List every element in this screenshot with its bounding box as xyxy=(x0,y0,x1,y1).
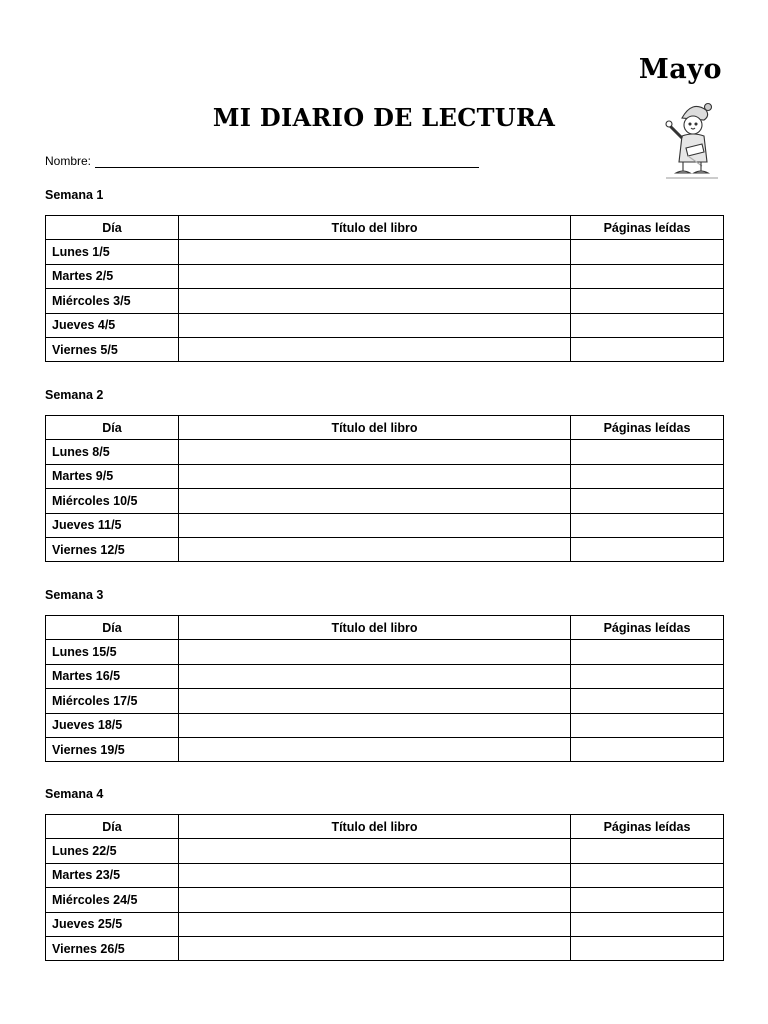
table-row xyxy=(46,664,724,688)
reading-log-table xyxy=(45,215,724,362)
table-header-row xyxy=(46,216,724,240)
pages-read-cell[interactable] xyxy=(571,464,724,488)
book-title-cell[interactable] xyxy=(179,537,571,561)
table-row xyxy=(46,537,724,561)
day-cell: Viernes 5/5 xyxy=(46,337,179,361)
table-row xyxy=(46,737,724,761)
page-title: MI DIARIO DE LECTURA xyxy=(212,103,556,132)
header-book-title: Título del libro xyxy=(179,616,571,640)
pages-read-cell[interactable] xyxy=(571,337,724,361)
book-title-cell[interactable] xyxy=(179,240,571,264)
pages-read-cell[interactable] xyxy=(571,839,724,863)
book-title-cell[interactable] xyxy=(179,513,571,537)
book-title-cell[interactable] xyxy=(179,737,571,761)
table-row xyxy=(46,863,724,887)
book-title-cell[interactable] xyxy=(179,440,571,464)
book-title-cell[interactable] xyxy=(179,264,571,288)
book-title-cell[interactable] xyxy=(179,313,571,337)
reading-log-table xyxy=(45,415,724,562)
pages-read-cell[interactable] xyxy=(571,537,724,561)
day-cell: Viernes 26/5 xyxy=(46,936,179,960)
pages-read-cell[interactable] xyxy=(571,489,724,513)
table-row xyxy=(46,513,724,537)
header-pages-read: Páginas leídas xyxy=(571,815,724,839)
header-day: Día xyxy=(46,216,179,240)
header-book-title: Título del libro xyxy=(179,815,571,839)
day-cell: Martes 2/5 xyxy=(46,264,179,288)
book-title-cell[interactable] xyxy=(179,289,571,313)
pages-read-cell[interactable] xyxy=(571,863,724,887)
day-cell: Martes 9/5 xyxy=(46,464,179,488)
header-book-title: Título del libro xyxy=(179,216,571,240)
reading-log-table xyxy=(45,615,724,762)
day-cell: Jueves 11/5 xyxy=(46,513,179,537)
table-row xyxy=(46,640,724,664)
pages-read-cell[interactable] xyxy=(571,440,724,464)
day-cell: Miércoles 3/5 xyxy=(46,289,179,313)
day-cell: Jueves 4/5 xyxy=(46,313,179,337)
pages-read-cell[interactable] xyxy=(571,936,724,960)
month-title: Mayo xyxy=(638,54,722,85)
pages-read-cell[interactable] xyxy=(571,640,724,664)
header-day: Día xyxy=(46,616,179,640)
table-row xyxy=(46,289,724,313)
week-label: Semana 1 xyxy=(45,188,104,202)
week-label: Semana 4 xyxy=(45,787,104,801)
header-pages-read: Páginas leídas xyxy=(571,416,724,440)
table-row xyxy=(46,337,724,361)
table-row xyxy=(46,912,724,936)
day-cell: Lunes 22/5 xyxy=(46,839,179,863)
day-cell: Viernes 12/5 xyxy=(46,537,179,561)
table-row xyxy=(46,240,724,264)
name-label: Nombre: xyxy=(45,154,92,168)
table-header-row xyxy=(46,416,724,440)
name-field[interactable] xyxy=(45,154,479,168)
day-cell: Jueves 25/5 xyxy=(46,912,179,936)
pages-read-cell[interactable] xyxy=(571,737,724,761)
book-title-cell[interactable] xyxy=(179,888,571,912)
header-pages-read: Páginas leídas xyxy=(571,616,724,640)
day-cell: Jueves 18/5 xyxy=(46,713,179,737)
pages-read-cell[interactable] xyxy=(571,888,724,912)
reading-log-table xyxy=(45,814,724,961)
book-title-cell[interactable] xyxy=(179,464,571,488)
header-day: Día xyxy=(46,416,179,440)
table-row xyxy=(46,689,724,713)
table-header-row xyxy=(46,616,724,640)
table-row xyxy=(46,713,724,737)
day-cell: Miércoles 24/5 xyxy=(46,888,179,912)
pages-read-cell[interactable] xyxy=(571,264,724,288)
table-row xyxy=(46,464,724,488)
day-cell: Viernes 19/5 xyxy=(46,737,179,761)
table-row xyxy=(46,313,724,337)
day-cell: Martes 16/5 xyxy=(46,664,179,688)
pages-read-cell[interactable] xyxy=(571,313,724,337)
book-title-cell[interactable] xyxy=(179,912,571,936)
book-title-cell[interactable] xyxy=(179,839,571,863)
table-row xyxy=(46,839,724,863)
week-label: Semana 3 xyxy=(45,588,104,602)
header-day: Día xyxy=(46,815,179,839)
name-blank-line[interactable] xyxy=(95,154,479,168)
book-title-cell[interactable] xyxy=(179,936,571,960)
book-title-cell[interactable] xyxy=(179,640,571,664)
pages-read-cell[interactable] xyxy=(571,240,724,264)
day-cell: Lunes 15/5 xyxy=(46,640,179,664)
day-cell: Lunes 8/5 xyxy=(46,440,179,464)
book-title-cell[interactable] xyxy=(179,664,571,688)
table-row xyxy=(46,489,724,513)
table-row xyxy=(46,888,724,912)
book-title-cell[interactable] xyxy=(179,713,571,737)
pages-read-cell[interactable] xyxy=(571,713,724,737)
table-row xyxy=(46,936,724,960)
table-row xyxy=(46,440,724,464)
book-title-cell[interactable] xyxy=(179,489,571,513)
table-header-row xyxy=(46,815,724,839)
book-title-cell[interactable] xyxy=(179,337,571,361)
pages-read-cell[interactable] xyxy=(571,912,724,936)
pages-read-cell[interactable] xyxy=(571,689,724,713)
week-label: Semana 2 xyxy=(45,388,104,402)
pages-read-cell[interactable] xyxy=(571,664,724,688)
child-reading-illustration xyxy=(662,96,722,180)
table-row xyxy=(46,264,724,288)
book-title-cell[interactable] xyxy=(179,689,571,713)
day-cell: Miércoles 17/5 xyxy=(46,689,179,713)
header-book-title: Título del libro xyxy=(179,416,571,440)
day-cell: Martes 23/5 xyxy=(46,863,179,887)
day-cell: Miércoles 10/5 xyxy=(46,489,179,513)
pages-read-cell[interactable] xyxy=(571,513,724,537)
header-pages-read: Páginas leídas xyxy=(571,216,724,240)
pages-read-cell[interactable] xyxy=(571,289,724,313)
book-title-cell[interactable] xyxy=(179,863,571,887)
day-cell: Lunes 1/5 xyxy=(46,240,179,264)
